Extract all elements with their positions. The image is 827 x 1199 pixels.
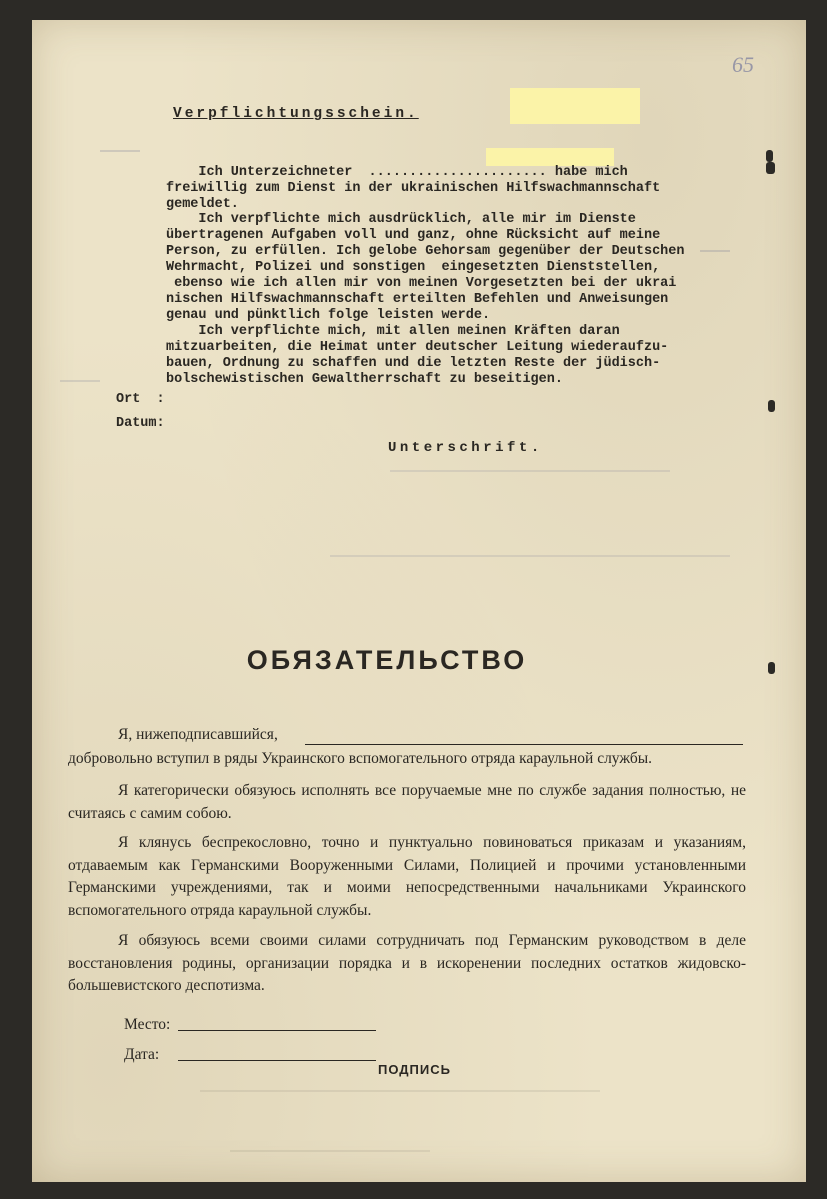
place-blank-line: [178, 1030, 376, 1031]
date-blank-line: [178, 1060, 376, 1061]
german-line: mitzuarbeiten, die Heimat unter deutscher Leitung wiederaufzu-: [166, 340, 669, 355]
german-line: bolschewistischen Gewaltherrschaft zu beseitigen.: [166, 372, 563, 387]
german-ort-label: Ort :: [116, 392, 165, 407]
german-line: Person, zu erfüllen. Ich gelobe Gehorsam gegenüber der Deutschen: [166, 244, 685, 259]
german-line: gemeldet.: [166, 197, 239, 212]
russian-paragraph-2: Я клянусь беспрекословно, точно и пунктуально повиноваться приказам и указаниям, отдаваемым как Германскими Вооруженными Силами, Полицией и прочими установленными Германскими учреждениями, так и моими непосредственными начальниками Украинского вспомогательного отряда караульной службы.: [68, 834, 746, 919]
redaction-name: [486, 148, 614, 166]
german-line: Ich verpflichte mich ausdrücklich, alle mir im Dienste: [166, 212, 636, 227]
russian-intro-second: добровольно вступил в ряды Украинского вспомогательного отряда караульной службы.: [68, 750, 653, 767]
russian-date-label: Дата:: [124, 1046, 160, 1063]
russian-paragraph-3: Я обязуюсь всеми своими силами сотрудничать под Германским руководством в деле восстановления родины, организации порядка и в искоренении последних остатков жидовско-большевистского деспотизма.: [68, 932, 746, 994]
german-line: übertragenen Aufgaben voll und ganz, ohne Rücksicht auf meine: [166, 228, 661, 243]
german-line: genau und pünktlich folge leisten werde.: [166, 308, 491, 323]
punch-hole: [766, 162, 775, 174]
redaction-top: [510, 88, 640, 124]
german-line: bauen, Ordnung zu schaffen und die letzten Reste der jüdisch-: [166, 356, 661, 371]
german-line: nischen Hilfswachmannschaft erteilten Befehlen und Anweisungen: [166, 292, 669, 307]
german-line: ebenso wie ich allen mir von meinen Vorgesetzten bei der ukrai: [166, 276, 677, 291]
archive-number: 65: [732, 52, 754, 77]
german-line: freiwillig zum Dienst in der ukrainischen Hilfswachmannschaft: [166, 181, 661, 196]
punch-hole: [766, 150, 773, 162]
russian-title: ОБЯЗАТЕЛЬСТВО: [246, 645, 528, 675]
russian-place-label: Место:: [124, 1016, 171, 1033]
german-title: Verpflichtungsschein.: [173, 106, 419, 122]
russian-signature-label: ПОДПИСЬ: [378, 1062, 451, 1077]
german-signature-label: Unterschrift.: [388, 440, 543, 456]
german-datum-label: Datum:: [116, 416, 165, 431]
russian-intro-first: Я, нижеподписавшийся,: [118, 726, 278, 743]
russian-paragraph-1: Я категорически обязуюсь исполнять все поручаемые мне по службе задания полностью, не считаясь с самим собою.: [68, 782, 746, 822]
punch-hole: [768, 400, 775, 412]
name-blank-line: [305, 744, 743, 745]
german-line: Ich Unterzeichneter ...................... habe mich: [166, 165, 628, 180]
german-line: Wehrmacht, Polizei und sonstigen eingesetzten Dienststellen,: [166, 260, 661, 275]
german-line: Ich verpflichte mich, mit allen meinen Kräften daran: [166, 324, 620, 339]
